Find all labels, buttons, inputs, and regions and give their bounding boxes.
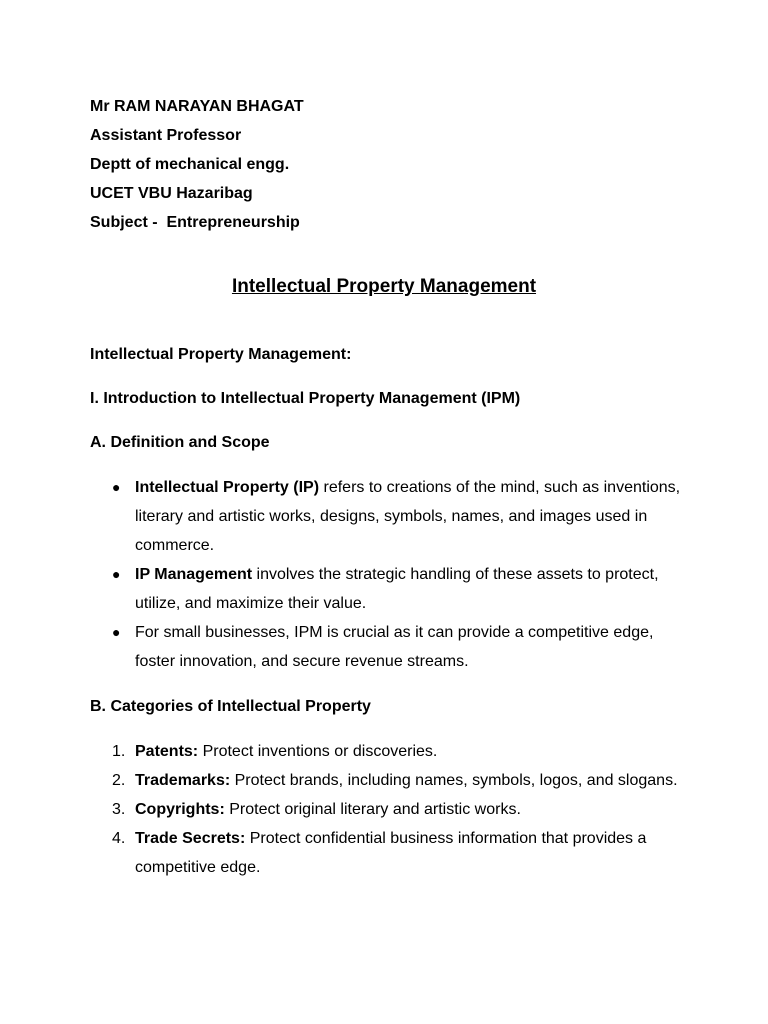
category-label: Patents: (135, 743, 199, 760)
category-description: Protect confidential business information that provides a competitive edge. (135, 830, 647, 876)
definition-list (90, 473, 690, 676)
author-block (90, 92, 304, 237)
bullet-icon: ● (112, 566, 121, 582)
list-item (90, 766, 690, 795)
section-heading: Intellectual Property Management: (90, 346, 352, 363)
intro-heading: I. Introduction to Intellectual Property Management (IPM) (90, 390, 521, 407)
list-item (90, 795, 690, 824)
list-item (90, 473, 690, 560)
term-label: IP Management (135, 566, 253, 583)
list-item (90, 560, 690, 618)
author-designation: Assistant Professor (90, 127, 242, 144)
category-label: Copyrights: (135, 801, 225, 818)
categories-list (90, 737, 690, 882)
term-description: refers to creations of the mind, such as inventions, literary and artistic works, designs, symbols, names, and images used in commerce. (135, 479, 681, 554)
author-department: Deptt of mechanical engg. (90, 156, 290, 173)
category-label: Trademarks: (135, 772, 231, 789)
list-item (90, 737, 690, 766)
category-description: Protect brands, including names, symbols, logos, and slogans. (230, 772, 678, 789)
bullet-icon: ● (112, 624, 121, 640)
author-institution: UCET VBU Hazaribag (90, 185, 253, 202)
item-number: 1. (112, 743, 126, 760)
document-title: Intellectual Property Management (231, 276, 537, 297)
list-item (90, 824, 690, 882)
category-description: Protect inventions or discoveries. (198, 743, 438, 760)
item-number: 4. (112, 830, 126, 847)
item-number: 3. (112, 801, 126, 818)
term-label: Intellectual Property (IP) (135, 479, 320, 496)
subject-line: Subject - Entrepreneurship (90, 214, 300, 231)
categories-heading: B. Categories of Intellectual Property (90, 698, 371, 715)
category-description: Protect original literary and artistic works. (224, 801, 521, 818)
bullet-icon: ● (112, 479, 121, 495)
category-label: Trade Secrets: (135, 830, 246, 847)
author-name: Mr RAM NARAYAN BHAGAT (90, 98, 304, 115)
term-description: For small businesses, IPM is crucial as it can provide a competitive edge, foster innovation, and secure revenue streams. (135, 624, 654, 670)
term-description: involves the strategic handling of these assets to protect, utilize, and maximize their value. (135, 566, 659, 612)
definition-heading: A. Definition and Scope (90, 434, 270, 451)
item-number: 2. (112, 772, 126, 789)
list-item (90, 618, 690, 676)
